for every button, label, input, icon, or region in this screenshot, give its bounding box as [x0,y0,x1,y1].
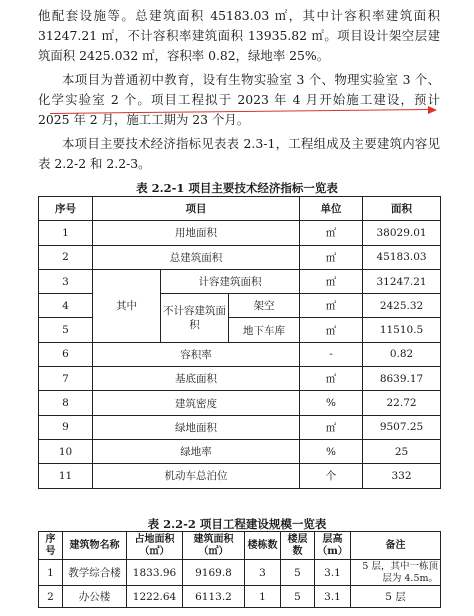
header-area: 面积 [363,197,441,221]
cell-no: 6 [39,342,93,366]
cell-value: 332 [363,464,441,488]
table-row [39,439,441,463]
cell-item: 总建筑面积 [93,245,300,269]
cell-remarks: 5 层，其中一栋顶层为 4.5m。 [351,560,441,586]
cell-no: 2 [39,586,63,608]
cell-building-count: 1 [245,586,281,608]
cell-no: 5 [39,318,93,342]
cell-no: 9 [39,415,93,439]
cell-floor-count: 5 [281,560,315,586]
cell-value: 31247.21 [363,269,441,293]
cell-item: 绿地率 [93,439,300,463]
cell-floor-count: 5 [281,586,315,608]
cell-building-area: 6113.2 [183,586,245,608]
cell-bujirong: 不计容建筑面积 [161,294,229,343]
header-unit: 单位 [300,197,363,221]
header-building-count: 楼栋数 [245,532,281,560]
table-row [39,269,441,293]
header-remarks: 备注 [351,532,441,560]
table-row [39,245,441,269]
cell-unit: ㎡ [300,318,363,342]
cell-no: 7 [39,367,93,391]
cell-no: 11 [39,464,93,488]
cell-item: 基底面积 [93,367,300,391]
header-floor-height: 层高（m） [315,532,351,560]
header-land-area: 占地面积（㎡） [127,532,183,560]
cell-value: 2425.32 [363,294,441,318]
cell-item: 地下车库 [229,318,300,342]
cell-value: 25 [363,439,441,463]
cell-unit: ㎡ [300,294,363,318]
cell-item: 绿地面积 [93,415,300,439]
cell-qizhong: 其中 [93,269,161,342]
cell-value: 11510.5 [363,318,441,342]
paragraph-project-info-a: 本项目为普通初中教育，设有生物实验室 3 个、物理实验室 3 个、化学实验室 2 个。 [38,72,440,107]
cell-unit: ㎡ [300,415,363,439]
header-no: 序号 [39,532,63,560]
cell-land-area: 1222.64 [127,586,183,608]
cell-no: 10 [39,439,93,463]
construction-scale-table [38,531,441,608]
cell-building-name: 教学综合楼 [63,560,127,586]
paragraph-continued: 他配套设施等。总建筑面积 45183.03 ㎡，其中计容积率建筑面积 31247.21 ㎡，不计容积率建筑面积 13935.82 ㎡。项目设计架空层建筑面积 2425.032 ㎡，容积率 0.82，绿地率 25%。 [38,8,440,63]
cell-no: 1 [39,560,63,586]
cell-value: 22.72 [363,391,441,415]
cell-unit: - [300,342,363,366]
cell-building-name: 办公楼 [63,586,127,608]
cell-building-area: 9169.8 [183,560,245,586]
cell-unit: % [300,439,363,463]
paragraph-table-reference: 本项目主要技术经济指标见表表 2.3-1，工程组成及主要建筑内容见表 2.2-2 和 2.2-3。 [38,136,440,171]
table-header-row [39,532,441,560]
tech-indicator-table [38,196,441,489]
table-header-row [39,197,441,221]
table-row [39,560,441,586]
cell-no: 2 [39,245,93,269]
header-floor-count: 楼层数 [281,532,315,560]
cell-no: 1 [39,221,93,245]
cell-unit: ㎡ [300,245,363,269]
cell-floor-height: 3.1 [315,586,351,608]
table2-caption: 表 2.2-2 项目工程建设规模一览表 [147,517,327,531]
table-row [39,221,441,245]
cell-value: 8639.17 [363,367,441,391]
red-arrowhead-icon [428,106,437,114]
header-building-area: 建筑面积（㎡） [183,532,245,560]
table-row [39,342,441,366]
cell-unit: ㎡ [300,367,363,391]
cell-no: 3 [39,269,93,293]
cell-floor-height: 3.1 [315,560,351,586]
cell-item: 机动车总泊位 [93,464,300,488]
cell-item: 容积率 [93,342,300,366]
table-row [39,464,441,488]
cell-item: 用地面积 [93,221,300,245]
paragraph-project-info [38,70,440,130]
paragraph-construction-schedule: 项目工程拟于 2023 年 4 月开始施工建设，预计 2025 年 2 月，施工工期为 23 个月。 [38,92,440,127]
table-row [39,415,441,439]
table-row [39,391,441,415]
header-no: 序号 [39,197,93,221]
table-row [39,586,441,608]
cell-land-area: 1833.96 [127,560,183,586]
cell-item: 架空 [229,294,300,318]
cell-unit: ㎡ [300,221,363,245]
header-item: 项目 [93,197,300,221]
table-row [39,367,441,391]
cell-unit: ㎡ [300,269,363,293]
cell-value: 0.82 [363,342,441,366]
cell-unit: % [300,391,363,415]
cell-remarks: 5 层 [351,586,441,608]
cell-unit: 个 [300,464,363,488]
table1-caption: 表 2.2-1 项目主要技术经济指标一览表 [136,181,338,195]
header-building-name: 建筑物名称 [63,532,127,560]
cell-building-count: 3 [245,560,281,586]
cell-value: 38029.01 [363,221,441,245]
cell-value: 9507.25 [363,415,441,439]
cell-no: 4 [39,294,93,318]
cell-no: 8 [39,391,93,415]
cell-value: 45183.03 [363,245,441,269]
cell-item: 计容建筑面积 [161,269,300,293]
cell-item: 建筑密度 [93,391,300,415]
